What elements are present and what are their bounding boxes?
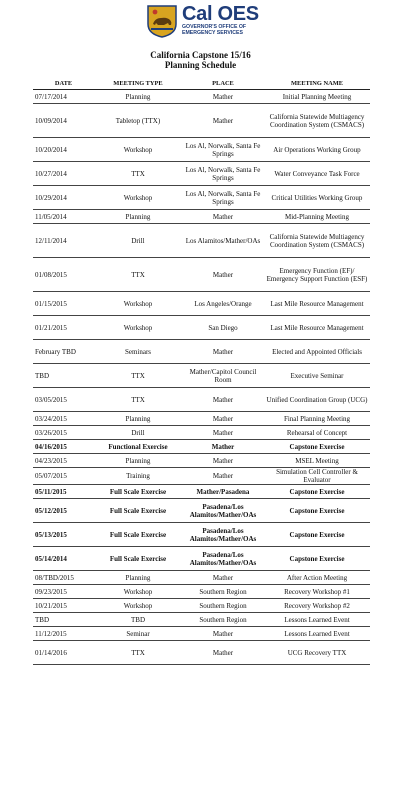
meeting-name-cell: Lessons Learned Event xyxy=(264,627,370,641)
date-cell: 04/16/2015 xyxy=(33,440,94,454)
meeting-name-cell: MSEL Meeting xyxy=(264,454,370,468)
table-row xyxy=(33,224,370,258)
place-cell: Southern Region xyxy=(182,613,264,627)
date-cell: 09/23/2015 xyxy=(33,585,94,599)
date-cell: 04/23/2015 xyxy=(33,454,94,468)
date-cell: 10/09/2014 xyxy=(33,104,94,138)
place-cell: Pasadena/Los Alamitos/Mather/OAs xyxy=(182,523,264,547)
column-header-date: DATE xyxy=(33,79,94,90)
column-header-meeting-name: MEETING NAME xyxy=(264,79,370,90)
place-cell: Mather xyxy=(182,440,264,454)
table-row xyxy=(33,258,370,292)
meeting-type-cell: Seminar xyxy=(94,627,182,641)
meeting-name-cell: Water Conveyance Task Force xyxy=(264,162,370,186)
place-cell: Los Angeles/Orange xyxy=(182,292,264,316)
table-row xyxy=(33,641,370,665)
meeting-name-cell: Initial Planning Meeting xyxy=(264,90,370,104)
place-cell: Pasadena/Los Alamitos/Mather/OAs xyxy=(182,499,264,523)
place-cell: Mather xyxy=(182,210,264,224)
date-cell: 05/07/2015 xyxy=(33,468,94,485)
meeting-name-cell: Mid-Planning Meeting xyxy=(264,210,370,224)
meeting-type-cell: Planning xyxy=(94,571,182,585)
date-cell: 01/08/2015 xyxy=(33,258,94,292)
meeting-name-cell: Capstone Exercise xyxy=(264,499,370,523)
meeting-name-cell: Critical Utilities Working Group xyxy=(264,186,370,210)
place-cell: Mather xyxy=(182,468,264,485)
place-cell: San Diego xyxy=(182,316,264,340)
date-cell: 10/20/2014 xyxy=(33,138,94,162)
date-cell: 03/24/2015 xyxy=(33,412,94,426)
header-row xyxy=(33,79,370,90)
place-cell: Los Al, Norwalk, Santa Fe Springs xyxy=(182,138,264,162)
place-cell: Los Alamitos/Mather/OAs xyxy=(182,224,264,258)
place-cell: Mather/Pasadena xyxy=(182,485,264,499)
table-row xyxy=(33,454,370,468)
meeting-type-cell: Training xyxy=(94,468,182,485)
column-header-meeting-type: MEETING TYPE xyxy=(94,79,182,90)
meeting-name-cell: Capstone Exercise xyxy=(264,440,370,454)
place-cell: Southern Region xyxy=(182,585,264,599)
date-cell: 05/13/2015 xyxy=(33,523,94,547)
meeting-type-cell: Planning xyxy=(94,412,182,426)
table-row xyxy=(33,571,370,585)
meeting-type-cell: Planning xyxy=(94,90,182,104)
date-cell: 10/21/2015 xyxy=(33,599,94,613)
date-cell: 01/21/2015 xyxy=(33,316,94,340)
meeting-name-cell: After Action Meeting xyxy=(264,571,370,585)
place-cell: Mather xyxy=(182,454,264,468)
place-cell: Mather xyxy=(182,258,264,292)
table-row xyxy=(33,292,370,316)
meeting-name-cell: Capstone Exercise xyxy=(264,523,370,547)
meeting-type-cell: TBD xyxy=(94,613,182,627)
meeting-type-cell: Functional Exercise xyxy=(94,440,182,454)
table-row xyxy=(33,547,370,571)
table-row xyxy=(33,485,370,499)
meeting-type-cell: TTX xyxy=(94,641,182,665)
meeting-name-cell: UCG Recovery TTX xyxy=(264,641,370,665)
meeting-name-cell: Last Mile Resource Management xyxy=(264,292,370,316)
schedule-table xyxy=(33,79,370,665)
meeting-type-cell: Tabletop (TTX) xyxy=(94,104,182,138)
meeting-name-cell: Last Mile Resource Management xyxy=(264,316,370,340)
date-cell: TBD xyxy=(33,613,94,627)
meeting-name-cell: Elected and Appointed Officials xyxy=(264,340,370,364)
document-subtitle: Planning Schedule xyxy=(164,60,237,70)
date-cell: 11/12/2015 xyxy=(33,627,94,641)
place-cell: Los Al, Norwalk, Santa Fe Springs xyxy=(182,186,264,210)
meeting-name-cell: Lessons Learned Event xyxy=(264,613,370,627)
date-cell: 10/27/2014 xyxy=(33,162,94,186)
place-cell: Mather xyxy=(182,412,264,426)
meeting-type-cell: Workshop xyxy=(94,292,182,316)
meeting-name-cell: Rehearsal of Concept xyxy=(264,426,370,440)
table-row xyxy=(33,138,370,162)
meeting-name-cell: Executive Seminar xyxy=(264,364,370,388)
meeting-name-cell: California Statewide Multiagency Coordination System (CSMACS) xyxy=(264,224,370,258)
meeting-type-cell: TTX xyxy=(94,258,182,292)
table-row xyxy=(33,162,370,186)
table-row xyxy=(33,468,370,485)
date-cell: 10/29/2014 xyxy=(33,186,94,210)
place-cell: Mather xyxy=(182,90,264,104)
table-row xyxy=(33,627,370,641)
meeting-name-cell: Recovery Workshop #1 xyxy=(264,585,370,599)
meeting-type-cell: Full Scale Exercise xyxy=(94,547,182,571)
brand-subtitle: GOVERNOR'S OFFICE OF EMERGENCY SERVICES xyxy=(182,24,247,36)
meeting-type-cell: TTX xyxy=(94,364,182,388)
brand-logo xyxy=(182,4,312,36)
table-row xyxy=(33,104,370,138)
place-cell: Mather xyxy=(182,340,264,364)
schedule-table-body xyxy=(33,90,370,665)
meeting-name-cell: California Statewide Multiagency Coordination System (CSMACS) xyxy=(264,104,370,138)
table-row xyxy=(33,412,370,426)
table-row xyxy=(33,440,370,454)
date-cell: 12/11/2014 xyxy=(33,224,94,258)
meeting-type-cell: Full Scale Exercise xyxy=(94,523,182,547)
table-row xyxy=(33,340,370,364)
date-cell: 05/14/2014 xyxy=(33,547,94,571)
table-row xyxy=(33,210,370,224)
meeting-type-cell: Drill xyxy=(94,224,182,258)
meeting-name-cell: Final Planning Meeting xyxy=(264,412,370,426)
meeting-type-cell: Workshop xyxy=(94,138,182,162)
date-cell: 01/15/2015 xyxy=(33,292,94,316)
place-cell: Mather xyxy=(182,388,264,412)
date-cell: 11/05/2014 xyxy=(33,210,94,224)
meeting-name-cell: Recovery Workshop #2 xyxy=(264,599,370,613)
place-cell: Mather xyxy=(182,426,264,440)
table-row xyxy=(33,499,370,523)
table-row xyxy=(33,364,370,388)
brand-name: Cal OES xyxy=(182,3,259,25)
table-row xyxy=(33,426,370,440)
meeting-name-cell: Unified Coordination Group (UCG) xyxy=(264,388,370,412)
place-cell: Los Al, Norwalk, Santa Fe Springs xyxy=(182,162,264,186)
date-cell: 07/17/2014 xyxy=(33,90,94,104)
date-cell: TBD xyxy=(33,364,94,388)
date-cell: 03/26/2015 xyxy=(33,426,94,440)
date-cell: 08/TBD/2015 xyxy=(33,571,94,585)
table-row xyxy=(33,388,370,412)
meeting-name-cell: Emergency Function (EF)/ Emergency Support Function (ESF) xyxy=(264,258,370,292)
document-title: California Capstone 15/16 xyxy=(150,50,251,60)
place-cell: Mather xyxy=(182,641,264,665)
column-header-place: PLACE xyxy=(182,79,264,90)
date-cell: 03/05/2015 xyxy=(33,388,94,412)
meeting-type-cell: Workshop xyxy=(94,599,182,613)
meeting-type-cell: Planning xyxy=(94,454,182,468)
date-cell: February TBD xyxy=(33,340,94,364)
meeting-type-cell: Full Scale Exercise xyxy=(94,499,182,523)
date-cell: 01/14/2016 xyxy=(33,641,94,665)
meeting-type-cell: Full Scale Exercise xyxy=(94,485,182,499)
meeting-name-cell: Air Operations Working Group xyxy=(264,138,370,162)
place-cell: Mather xyxy=(182,104,264,138)
meeting-type-cell: Workshop xyxy=(94,585,182,599)
table-row xyxy=(33,613,370,627)
meeting-type-cell: TTX xyxy=(94,162,182,186)
place-cell: Mather/Capitol Council Room xyxy=(182,364,264,388)
place-cell: Mather xyxy=(182,571,264,585)
table-row xyxy=(33,90,370,104)
place-cell: Southern Region xyxy=(182,599,264,613)
schedule-table-header xyxy=(33,79,370,90)
date-cell: 05/11/2015 xyxy=(33,485,94,499)
table-row xyxy=(33,523,370,547)
date-cell: 05/12/2015 xyxy=(33,499,94,523)
table-row xyxy=(33,599,370,613)
document-header xyxy=(0,0,401,72)
table-row xyxy=(33,316,370,340)
meeting-type-cell: Workshop xyxy=(94,316,182,340)
california-bear-seal-icon xyxy=(146,4,178,38)
meeting-name-cell: Capstone Exercise xyxy=(264,485,370,499)
place-cell: Mather xyxy=(182,627,264,641)
meeting-type-cell: TTX xyxy=(94,388,182,412)
place-cell: Pasadena/Los Alamitos/Mather/OAs xyxy=(182,547,264,571)
table-row xyxy=(33,186,370,210)
meeting-type-cell: Drill xyxy=(94,426,182,440)
meeting-name-cell: Simulation Cell Controller & Evaluator xyxy=(264,468,370,485)
meeting-type-cell: Workshop xyxy=(94,186,182,210)
meeting-name-cell: Capstone Exercise xyxy=(264,547,370,571)
table-row xyxy=(33,585,370,599)
meeting-type-cell: Seminars xyxy=(94,340,182,364)
meeting-type-cell: Planning xyxy=(94,210,182,224)
